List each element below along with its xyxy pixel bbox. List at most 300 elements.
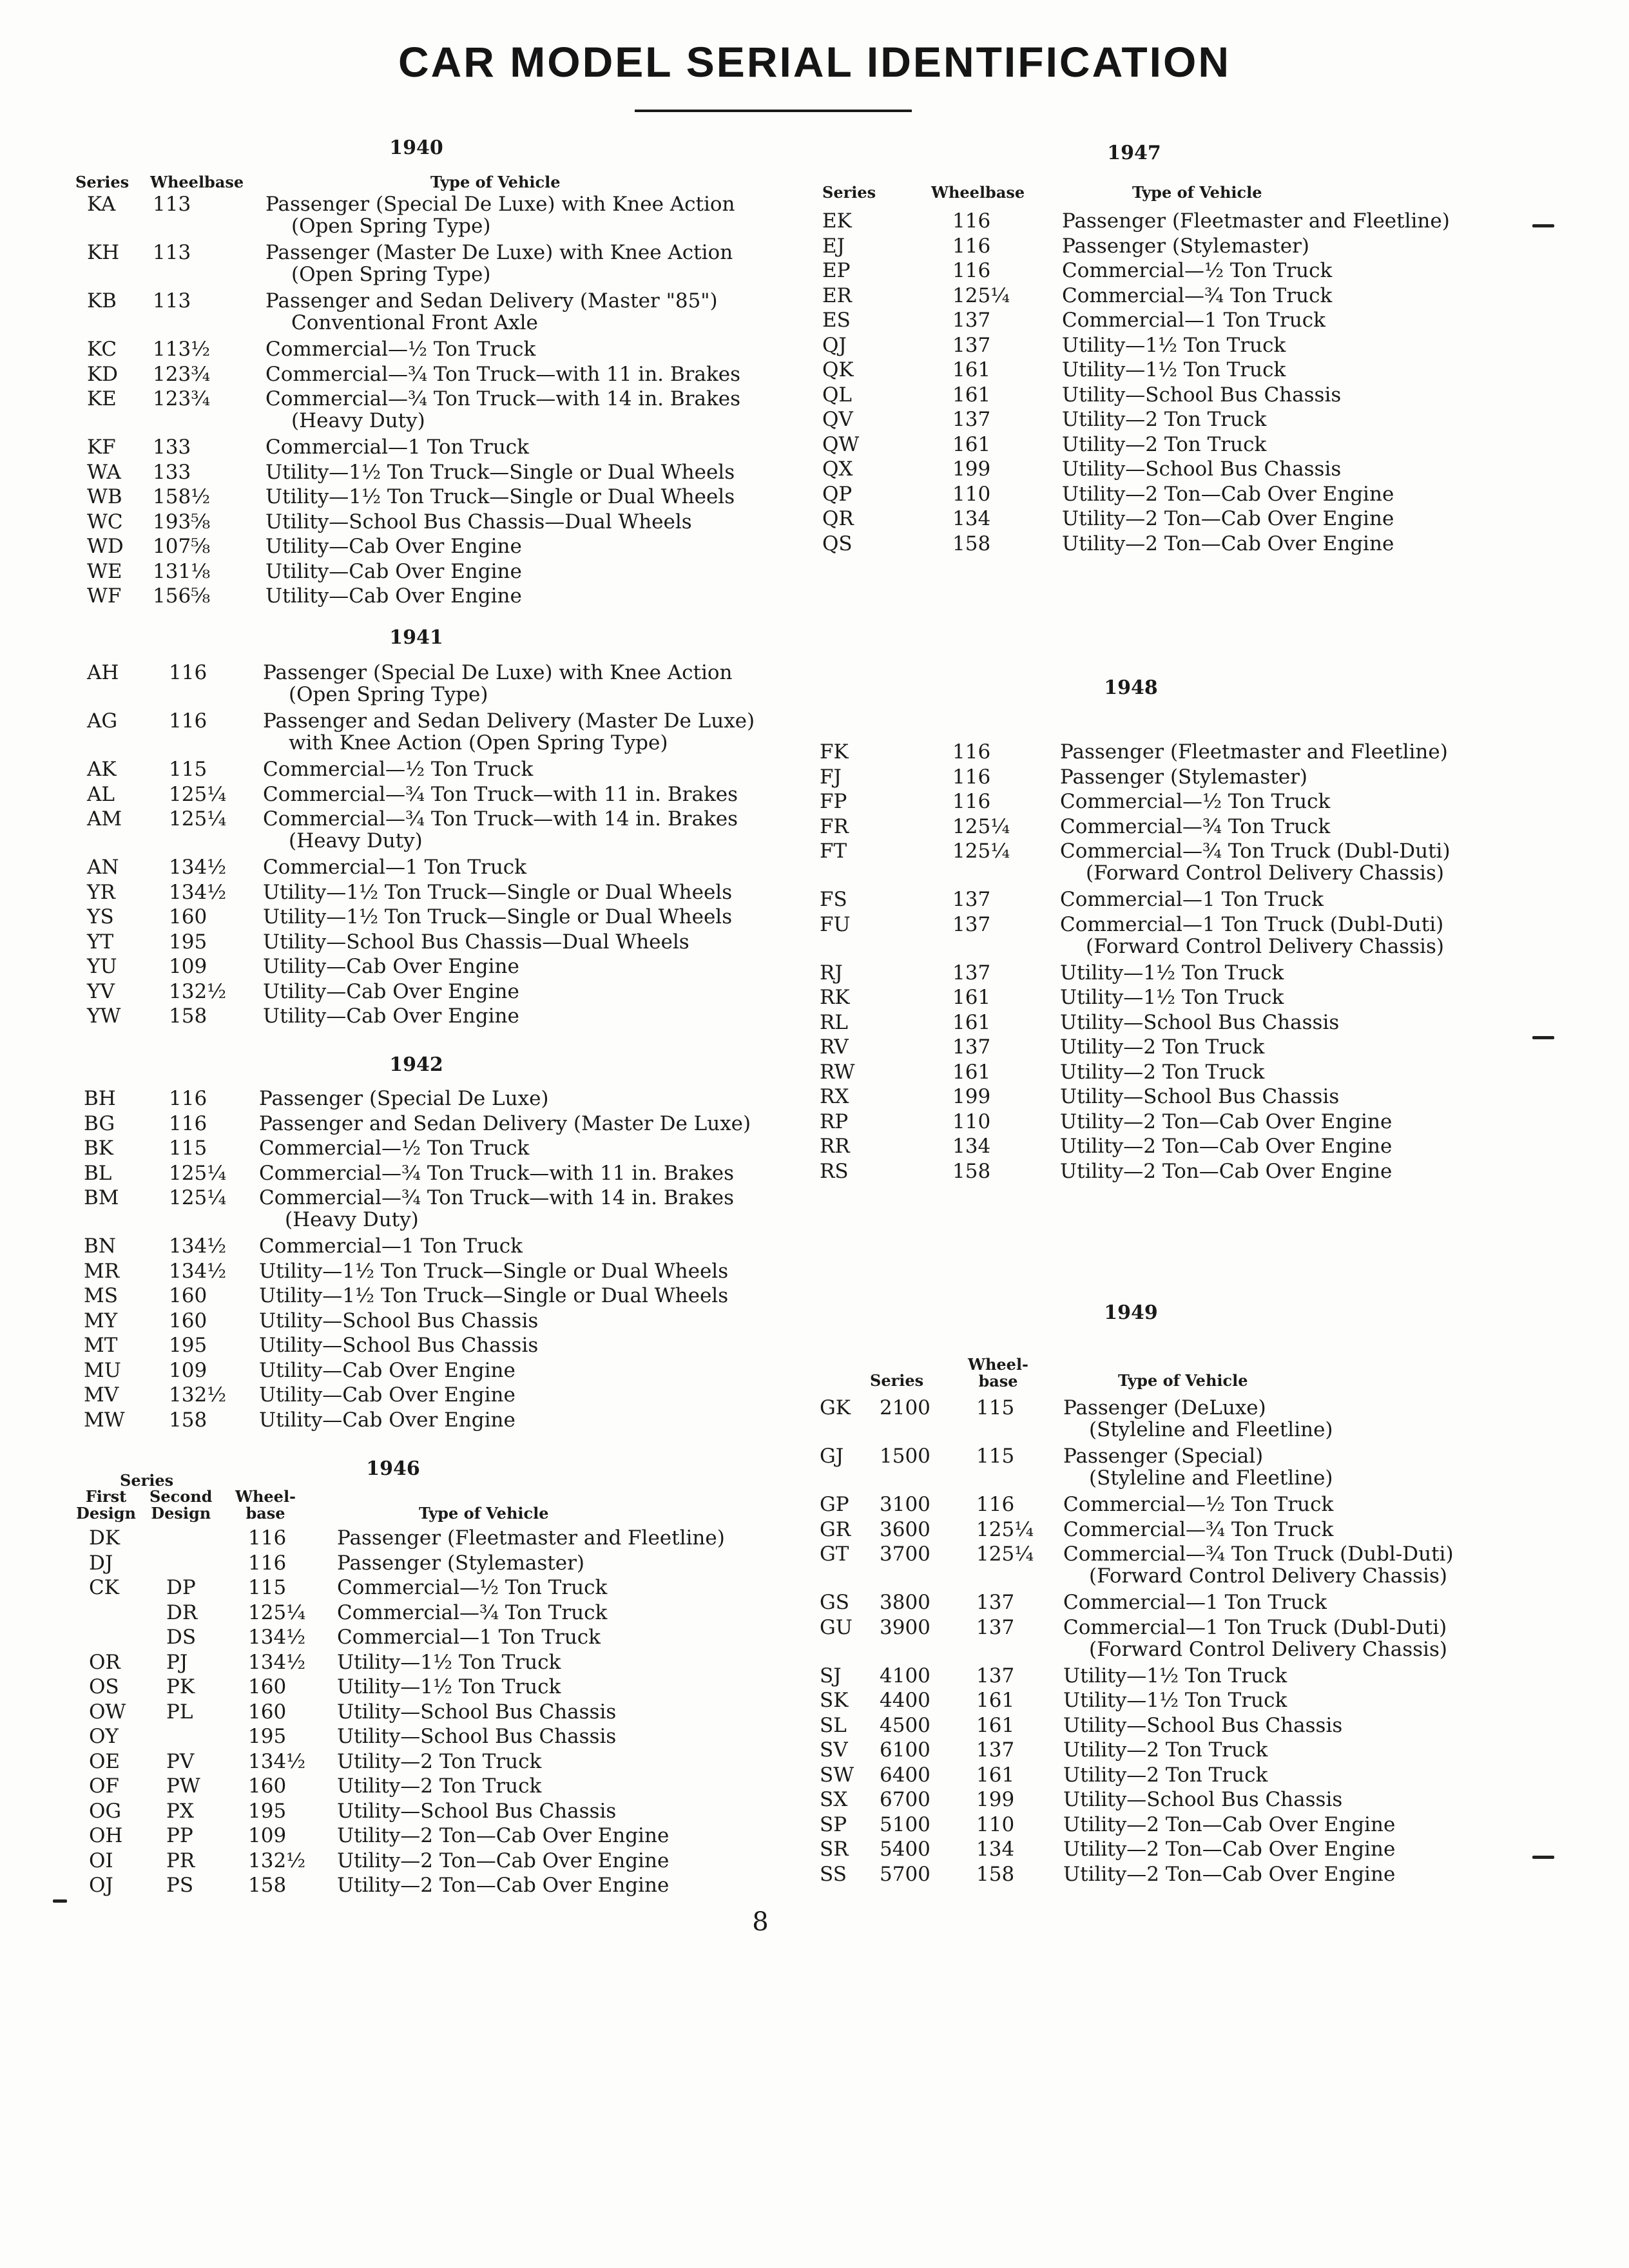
vehicle-type <box>263 1005 519 1027</box>
first-design-code: CK <box>89 1576 119 1599</box>
series-code: BG <box>84 1111 115 1135</box>
series-code: QL <box>822 383 853 407</box>
vehicle-type-line: Commercial—½ Ton Truck <box>1060 790 1331 813</box>
vehicle-type-continuation: (Open Spring Type) <box>291 263 491 286</box>
wheelbase-value: 160 <box>248 1675 287 1698</box>
wheelbase-value: 132½ <box>248 1849 306 1872</box>
vehicle-type <box>259 1360 516 1381</box>
series-code: QP <box>822 482 853 506</box>
vehicle-type-line: Utility—School Bus Chassis <box>259 1334 539 1357</box>
vehicle-type <box>1062 210 1450 232</box>
wheelbase-value: 110 <box>952 1110 991 1133</box>
vehicle-type-continuation: (Forward Control Delivery Chassis) <box>1089 1637 1447 1661</box>
series-letters: SL <box>820 1713 847 1737</box>
vehicle-type <box>259 1285 728 1307</box>
wheelbase-value: 113 <box>153 193 191 216</box>
vehicle-type <box>337 1552 584 1574</box>
vehicle-type <box>263 758 533 780</box>
vehicle-type <box>1062 235 1309 257</box>
series-code: BM <box>84 1186 119 1209</box>
scan-mark <box>1532 224 1554 227</box>
wheelbase-value: 199 <box>976 1788 1015 1811</box>
vehicle-type-line: Commercial—¾ Ton Truck <box>1063 1517 1334 1541</box>
wheelbase-value: 161 <box>952 1060 991 1084</box>
vehicle-type <box>265 535 522 557</box>
vehicle-type <box>259 1187 734 1231</box>
vehicle-type <box>263 981 519 1003</box>
vehicle-type <box>337 1701 616 1723</box>
wheelbase-value: 137 <box>952 888 991 911</box>
vehicle-type-line: Passenger (Special De Luxe) with Knee Action <box>263 661 733 684</box>
year-heading-1949: 1949 <box>1104 1302 1158 1324</box>
vehicle-type-line: Utility—2 Ton—Cab Over Engine <box>1060 1110 1393 1133</box>
first-design-code: OF <box>89 1774 119 1798</box>
wheelbase-value: 134½ <box>248 1749 306 1773</box>
vehicle-type-line: Utility—2 Ton Truck <box>1062 408 1267 431</box>
wheelbase-value: 116 <box>952 790 991 813</box>
vehicle-type-line: Utility—School Bus Chassis—Dual Wheels <box>265 510 692 533</box>
vehicle-type <box>265 242 733 285</box>
wheelbase-value: 161 <box>952 986 991 1009</box>
vehicle-type <box>259 1235 523 1257</box>
second-design-code: DP <box>166 1576 196 1599</box>
wheelbase-value: 133 <box>153 460 191 484</box>
vehicle-type-line: Utility—School Bus Chassis <box>1063 1788 1343 1811</box>
vehicle-type-line: Commercial—¾ Ton Truck <box>1062 284 1333 307</box>
vehicle-type-line: Commercial—¾ Ton Truck—with 11 in. Brakes <box>265 362 741 386</box>
wheelbase-value: 137 <box>952 309 991 332</box>
series-code: FJ <box>820 765 842 789</box>
series-code: MT <box>84 1334 118 1357</box>
vehicle-type-line: Utility—2 Ton—Cab Over Engine <box>1062 482 1394 506</box>
series-letters: SJ <box>820 1664 842 1687</box>
vehicle-type <box>263 931 689 953</box>
vehicle-type <box>1062 458 1341 480</box>
wheelbase-value: 161 <box>952 358 991 381</box>
vehicle-type <box>1063 1519 1333 1541</box>
wheelbase-value: 134½ <box>248 1626 306 1649</box>
wheelbase-value: 161 <box>976 1763 1015 1787</box>
vehicle-type <box>1063 1789 1342 1811</box>
vehicle-type <box>265 290 718 334</box>
wheelbase-value: 116 <box>952 765 991 789</box>
series-code: WF <box>87 584 122 608</box>
scan-mark <box>1532 1036 1554 1039</box>
vehicle-type-line: Utility—2 Ton Truck <box>337 1774 542 1798</box>
series-code: BN <box>84 1235 116 1258</box>
first-design-code: OG <box>89 1799 122 1823</box>
wheelbase-value: 123¾ <box>153 362 211 386</box>
vehicle-type-line: Passenger and Sedan Delivery (Master De Luxe) <box>263 709 755 733</box>
series-code: KA <box>87 193 116 216</box>
vehicle-type-line: Commercial—¾ Ton Truck—with 11 in. Brakes <box>259 1161 735 1185</box>
vehicle-type-line: Passenger (Master De Luxe) with Knee Action <box>265 241 733 264</box>
vehicle-type-line: Utility—1½ Ton Truck—Single or Dual Wheels <box>263 880 733 904</box>
vehicle-type <box>337 1800 616 1822</box>
series-code: MV <box>84 1383 119 1407</box>
series-code: KD <box>87 362 119 386</box>
wheelbase-value: 134 <box>976 1838 1015 1861</box>
vehicle-type <box>265 585 522 607</box>
series-letters: GJ <box>820 1445 844 1468</box>
series-code: BL <box>84 1161 112 1185</box>
vehicle-type <box>1060 1135 1392 1157</box>
vehicle-type-line: Utility—1½ Ton Truck <box>337 1650 561 1674</box>
wheelbase-value: 125¼ <box>169 1161 227 1185</box>
second-design-code: DR <box>166 1600 198 1624</box>
wheelbase-value: 116 <box>952 234 991 258</box>
vehicle-type <box>1060 1160 1392 1182</box>
wheelbase-value: 134½ <box>169 1259 227 1283</box>
vehicle-type <box>1060 962 1284 984</box>
wheelbase-value: 156⅝ <box>153 584 211 608</box>
vehicle-type-line: Utility—1½ Ton Truck <box>1060 961 1284 985</box>
second-design-code: PL <box>166 1700 193 1724</box>
vehicle-type-line: Utility—School Bus Chassis <box>337 1700 617 1724</box>
series-code: EK <box>822 209 852 233</box>
series-code: RS <box>820 1159 849 1183</box>
vehicle-type <box>263 906 732 928</box>
wheelbase-value: 137 <box>976 1738 1015 1762</box>
vehicle-type-continuation: (Forward Control Delivery Chassis) <box>1086 934 1444 958</box>
vehicle-type-line: Passenger and Sedan Delivery (Master De Luxe) <box>259 1111 751 1135</box>
second-design-code: PS <box>166 1874 194 1897</box>
vehicle-type <box>337 1577 607 1599</box>
header-type-1946: Type of Vehicle <box>419 1504 549 1523</box>
vehicle-type-line: Commercial—½ Ton Truck <box>1062 259 1333 282</box>
series-letters: SV <box>820 1738 848 1762</box>
wheelbase-value: 160 <box>248 1700 287 1724</box>
header-series-1946: Series <box>120 1471 174 1490</box>
year-heading-1942: 1942 <box>389 1053 443 1076</box>
wheelbase-value: 161 <box>952 383 991 407</box>
series-code: RX <box>820 1085 849 1108</box>
series-letters: SX <box>820 1788 848 1811</box>
wheelbase-value: 116 <box>169 1111 207 1135</box>
vehicle-type-line: Commercial—1 Ton Truck <box>265 436 529 459</box>
wheelbase-value: 125¼ <box>952 284 1010 307</box>
second-design-code: PX <box>166 1799 194 1823</box>
vehicle-type <box>265 388 740 432</box>
vehicle-type-line: Utility—2 Ton—Cab Over Engine <box>1063 1862 1396 1886</box>
series-letters: GU <box>820 1615 853 1639</box>
vehicle-type <box>259 1137 529 1159</box>
series-letters: GR <box>820 1517 851 1541</box>
series-code: RW <box>820 1060 855 1084</box>
wheelbase-value: 160 <box>169 905 207 928</box>
wheelbase-value: 137 <box>952 333 991 357</box>
vehicle-type <box>337 1825 669 1847</box>
vehicle-type <box>1060 791 1330 812</box>
second-design-code: PR <box>166 1849 195 1872</box>
series-letters: GT <box>820 1542 849 1566</box>
series-code: AH <box>87 661 119 684</box>
wheelbase-value: 195 <box>169 930 207 954</box>
vehicle-type <box>337 1751 541 1773</box>
series-code: FS <box>820 888 847 911</box>
wheelbase-value: 137 <box>952 912 991 936</box>
series-code: BK <box>84 1137 113 1160</box>
vehicle-type <box>1063 1445 1333 1489</box>
wheelbase-value: 132½ <box>169 1383 227 1407</box>
vehicle-type-line: Utility—2 Ton Truck <box>1063 1738 1268 1762</box>
wheelbase-value: 125¼ <box>976 1542 1034 1566</box>
vehicle-type <box>1063 1689 1287 1711</box>
wheelbase-value: 116 <box>952 259 991 282</box>
wheelbase-value: 125¼ <box>952 840 1010 863</box>
series-code: 5700 <box>880 1862 930 1886</box>
vehicle-type-line: Utility—1½ Ton Truck <box>1062 333 1286 357</box>
vehicle-type <box>1062 309 1325 331</box>
series-code: 5400 <box>880 1838 930 1861</box>
first-design-code: OY <box>89 1725 119 1748</box>
vehicle-type <box>1063 1665 1287 1687</box>
vehicle-type <box>1060 914 1444 957</box>
series-code: MR <box>84 1259 120 1283</box>
vehicle-type <box>265 561 522 582</box>
series-code: RP <box>820 1110 849 1133</box>
header-type-1940: Type of Vehicle <box>430 173 561 191</box>
vehicle-type-line: Utility—2 Ton Truck <box>1062 432 1267 456</box>
wheelbase-value: 195 <box>169 1334 207 1357</box>
vehicle-type-line: Passenger (DeLuxe) <box>1063 1396 1266 1419</box>
first-design-code: OJ <box>89 1874 113 1897</box>
vehicle-type <box>259 1310 538 1332</box>
vehicle-type-line: Utility—1½ Ton Truck—Single or Dual Wheels <box>265 460 735 484</box>
vehicle-type <box>1062 533 1394 555</box>
vehicle-type <box>1063 1739 1268 1761</box>
wheelbase-value: 116 <box>976 1493 1015 1516</box>
vehicle-type-line: Commercial—1 Ton Truck <box>337 1626 601 1649</box>
vehicle-type <box>1063 1543 1454 1587</box>
series-code: AG <box>87 709 118 733</box>
vehicle-type <box>1062 334 1286 356</box>
header-series-1947: Series <box>822 183 876 202</box>
vehicle-type-line: Commercial—¾ Ton Truck—with 14 in. Brakes <box>265 387 741 410</box>
vehicle-type-line: Passenger (Stylemaster) <box>337 1551 585 1575</box>
vehicle-type-continuation: (Heavy Duty) <box>291 409 425 432</box>
series-code: AK <box>87 758 117 781</box>
series-code: ES <box>822 309 851 332</box>
series-code: MU <box>84 1358 121 1382</box>
vehicle-type <box>1062 483 1394 505</box>
vehicle-type-line: Commercial—1 Ton Truck <box>1060 888 1324 911</box>
header-type-1947: Type of Vehicle <box>1132 183 1262 202</box>
vehicle-type-line: Utility—2 Ton—Cab Over Engine <box>1062 507 1394 530</box>
vehicle-type <box>1062 408 1266 430</box>
vehicle-type <box>1060 986 1284 1008</box>
wheelbase-value: 160 <box>169 1309 207 1332</box>
wheelbase-value: 110 <box>976 1812 1015 1836</box>
wheelbase-value: 161 <box>952 1010 991 1034</box>
series-code: RL <box>820 1010 848 1034</box>
series-code: KC <box>87 338 117 361</box>
vehicle-type <box>1060 741 1448 763</box>
vehicle-type-line: Commercial—1 Ton Truck (Dubl-Duti) <box>1063 1615 1447 1639</box>
vehicle-type <box>265 461 735 483</box>
vehicle-type-line: Utility—School Bus Chassis <box>1060 1085 1340 1108</box>
series-letters: GS <box>820 1591 850 1614</box>
vehicle-type-line: Utility—School Bus Chassis—Dual Wheels <box>263 930 689 954</box>
wheelbase-value: 131⅛ <box>153 559 211 583</box>
second-design-code: DS <box>166 1626 197 1649</box>
series-code: YR <box>87 880 115 904</box>
second-design-code: PK <box>166 1675 195 1698</box>
wheelbase-value: 161 <box>952 432 991 456</box>
vehicle-type <box>265 338 535 360</box>
vehicle-type-line: Utility—Cab Over Engine <box>263 955 519 978</box>
year-heading-1947: 1947 <box>1107 142 1161 164</box>
vehicle-type-line: Utility—School Bus Chassis <box>1060 1010 1340 1034</box>
vehicle-type <box>259 1260 728 1282</box>
vehicle-type <box>263 856 526 878</box>
series-letters: GK <box>820 1396 851 1419</box>
vehicle-type-line: Commercial—¾ Ton Truck (Dubl-Duti) <box>1063 1542 1454 1566</box>
vehicle-type-line: Utility—2 Ton—Cab Over Engine <box>337 1824 670 1847</box>
series-code: KE <box>87 387 117 410</box>
vehicle-type <box>1060 1111 1392 1133</box>
vehicle-type <box>337 1651 561 1673</box>
vehicle-type-line: Utility—2 Ton—Cab Over Engine <box>1060 1135 1393 1158</box>
scan-mark <box>53 1899 67 1903</box>
vehicle-type <box>337 1874 669 1896</box>
vehicle-type-line: Commercial—¾ Ton Truck—with 14 in. Brakes <box>259 1186 735 1209</box>
series-code: WB <box>87 485 122 508</box>
wheelbase-value: 134½ <box>248 1650 306 1674</box>
vehicle-type-line: Passenger and Sedan Delivery (Master "85") <box>265 289 718 312</box>
vehicle-type-line: Utility—2 Ton Truck <box>1060 1035 1265 1059</box>
series-code: AL <box>87 782 115 806</box>
vehicle-type <box>265 486 735 508</box>
wheelbase-value: 116 <box>169 709 207 733</box>
first-design-code: DJ <box>89 1551 113 1575</box>
year-heading-1948: 1948 <box>1104 677 1158 699</box>
vehicle-type-line: Utility—School Bus Chassis <box>1063 1713 1343 1737</box>
series-code: QW <box>822 432 860 456</box>
series-code: YU <box>87 955 117 978</box>
vehicle-type-line: Utility—1½ Ton Truck—Single or Dual Wheels <box>263 905 733 928</box>
header-type-1949: Type of Vehicle <box>1118 1371 1248 1390</box>
wheelbase-value: 160 <box>248 1774 287 1798</box>
vehicle-type-line: Commercial—½ Ton Truck <box>259 1137 530 1160</box>
wheelbase-value: 158 <box>248 1874 287 1897</box>
series-letters: SR <box>820 1838 849 1861</box>
vehicle-type <box>1060 889 1324 910</box>
series-code: KH <box>87 241 120 264</box>
header-second-design-1946: Second Design <box>149 1487 213 1523</box>
series-code: MW <box>84 1408 125 1432</box>
series-code: 3900 <box>880 1615 930 1639</box>
first-design-code: OE <box>89 1749 120 1773</box>
series-code: EJ <box>822 234 845 258</box>
series-code: FP <box>820 790 847 813</box>
series-code: YV <box>87 979 115 1003</box>
wheelbase-value: 199 <box>952 457 991 481</box>
wheelbase-value: 113½ <box>153 338 211 361</box>
vehicle-type-line: Utility—School Bus Chassis <box>1062 383 1342 407</box>
vehicle-type-continuation: (Open Spring Type) <box>291 215 491 238</box>
vehicle-type <box>1063 1715 1342 1736</box>
wheelbase-value: 161 <box>976 1689 1015 1712</box>
series-code: 3800 <box>880 1591 930 1614</box>
series-code: AM <box>87 807 122 831</box>
series-letters: SS <box>820 1862 847 1886</box>
wheelbase-value: 116 <box>248 1526 287 1550</box>
series-code: QS <box>822 532 853 555</box>
vehicle-type-line: Utility—2 Ton—Cab Over Engine <box>1062 532 1394 555</box>
first-design-code: OI <box>89 1849 113 1872</box>
vehicle-type <box>263 783 738 805</box>
wheelbase-value: 123¾ <box>153 387 211 410</box>
series-code: FT <box>820 840 847 863</box>
vehicle-type <box>1063 1397 1333 1441</box>
vehicle-type <box>259 1113 751 1135</box>
series-code: 3700 <box>880 1542 930 1566</box>
series-letters: GP <box>820 1493 849 1516</box>
vehicle-type <box>337 1850 669 1872</box>
vehicle-type <box>1062 508 1394 530</box>
wheelbase-value: 137 <box>976 1615 1015 1639</box>
vehicle-type-line: Commercial—½ Ton Truck <box>1063 1493 1334 1516</box>
wheelbase-value: 134 <box>952 507 991 530</box>
wheelbase-value: 134 <box>952 1135 991 1158</box>
vehicle-type-line: Utility—1½ Ton Truck <box>1060 986 1284 1009</box>
wheelbase-value: 116 <box>169 661 207 684</box>
wheelbase-value: 137 <box>952 961 991 985</box>
page-number: 8 <box>752 1907 769 1937</box>
vehicle-type-line: Passenger (Special) <box>1063 1445 1264 1468</box>
vehicle-type-continuation: with Knee Action (Open Spring Type) <box>289 731 668 754</box>
vehicle-type <box>1063 1863 1395 1885</box>
wheelbase-value: 125¼ <box>169 782 227 806</box>
vehicle-type-continuation: (Heavy Duty) <box>285 1208 419 1231</box>
vehicle-type-line: Commercial—¾ Ton Truck—with 14 in. Brakes <box>263 807 738 831</box>
wheelbase-value: 125¼ <box>976 1517 1034 1541</box>
vehicle-type-line: Utility—Cab Over Engine <box>263 1004 519 1028</box>
second-design-code: PW <box>166 1774 200 1798</box>
vehicle-type-continuation: (Heavy Duty) <box>289 829 423 852</box>
title-underline <box>635 110 912 112</box>
vehicle-type-line: Utility—2 Ton Truck <box>337 1749 542 1773</box>
wheelbase-value: 116 <box>952 209 991 233</box>
vehicle-type <box>1062 260 1332 282</box>
series-code: QK <box>822 358 854 381</box>
series-code: YS <box>87 905 114 928</box>
wheelbase-value: 107⅝ <box>153 535 211 558</box>
wheelbase-value: 158 <box>952 532 991 555</box>
vehicle-type-line: Commercial—¾ Ton Truck <box>337 1600 608 1624</box>
vehicle-type-line: Utility—1½ Ton Truck—Single or Dual Wheels <box>259 1259 729 1283</box>
series-code: FR <box>820 814 849 838</box>
wheelbase-value: 134½ <box>169 856 227 879</box>
first-design-code: DK <box>89 1526 120 1550</box>
wheelbase-value: 137 <box>952 408 991 431</box>
first-design-code: OW <box>89 1700 126 1724</box>
wheelbase-value: 115 <box>976 1445 1015 1468</box>
vehicle-type-line: Commercial—1 Ton Truck (Dubl-Duti) <box>1060 912 1444 936</box>
vehicle-type-continuation: (Styleline and Fleetline) <box>1089 1418 1333 1441</box>
vehicle-type <box>1060 766 1307 788</box>
vehicle-type-line: Commercial—¾ Ton Truck <box>1060 814 1331 838</box>
second-design-code: PP <box>166 1824 193 1847</box>
wheelbase-value: 115 <box>169 1137 207 1160</box>
vehicle-type <box>265 511 692 533</box>
series-letters: SW <box>820 1763 854 1787</box>
vehicle-type-line: Utility—2 Ton—Cab Over Engine <box>337 1874 670 1897</box>
vehicle-type <box>1060 840 1451 884</box>
vehicle-type <box>337 1527 725 1549</box>
wheelbase-value: 134½ <box>169 880 227 904</box>
